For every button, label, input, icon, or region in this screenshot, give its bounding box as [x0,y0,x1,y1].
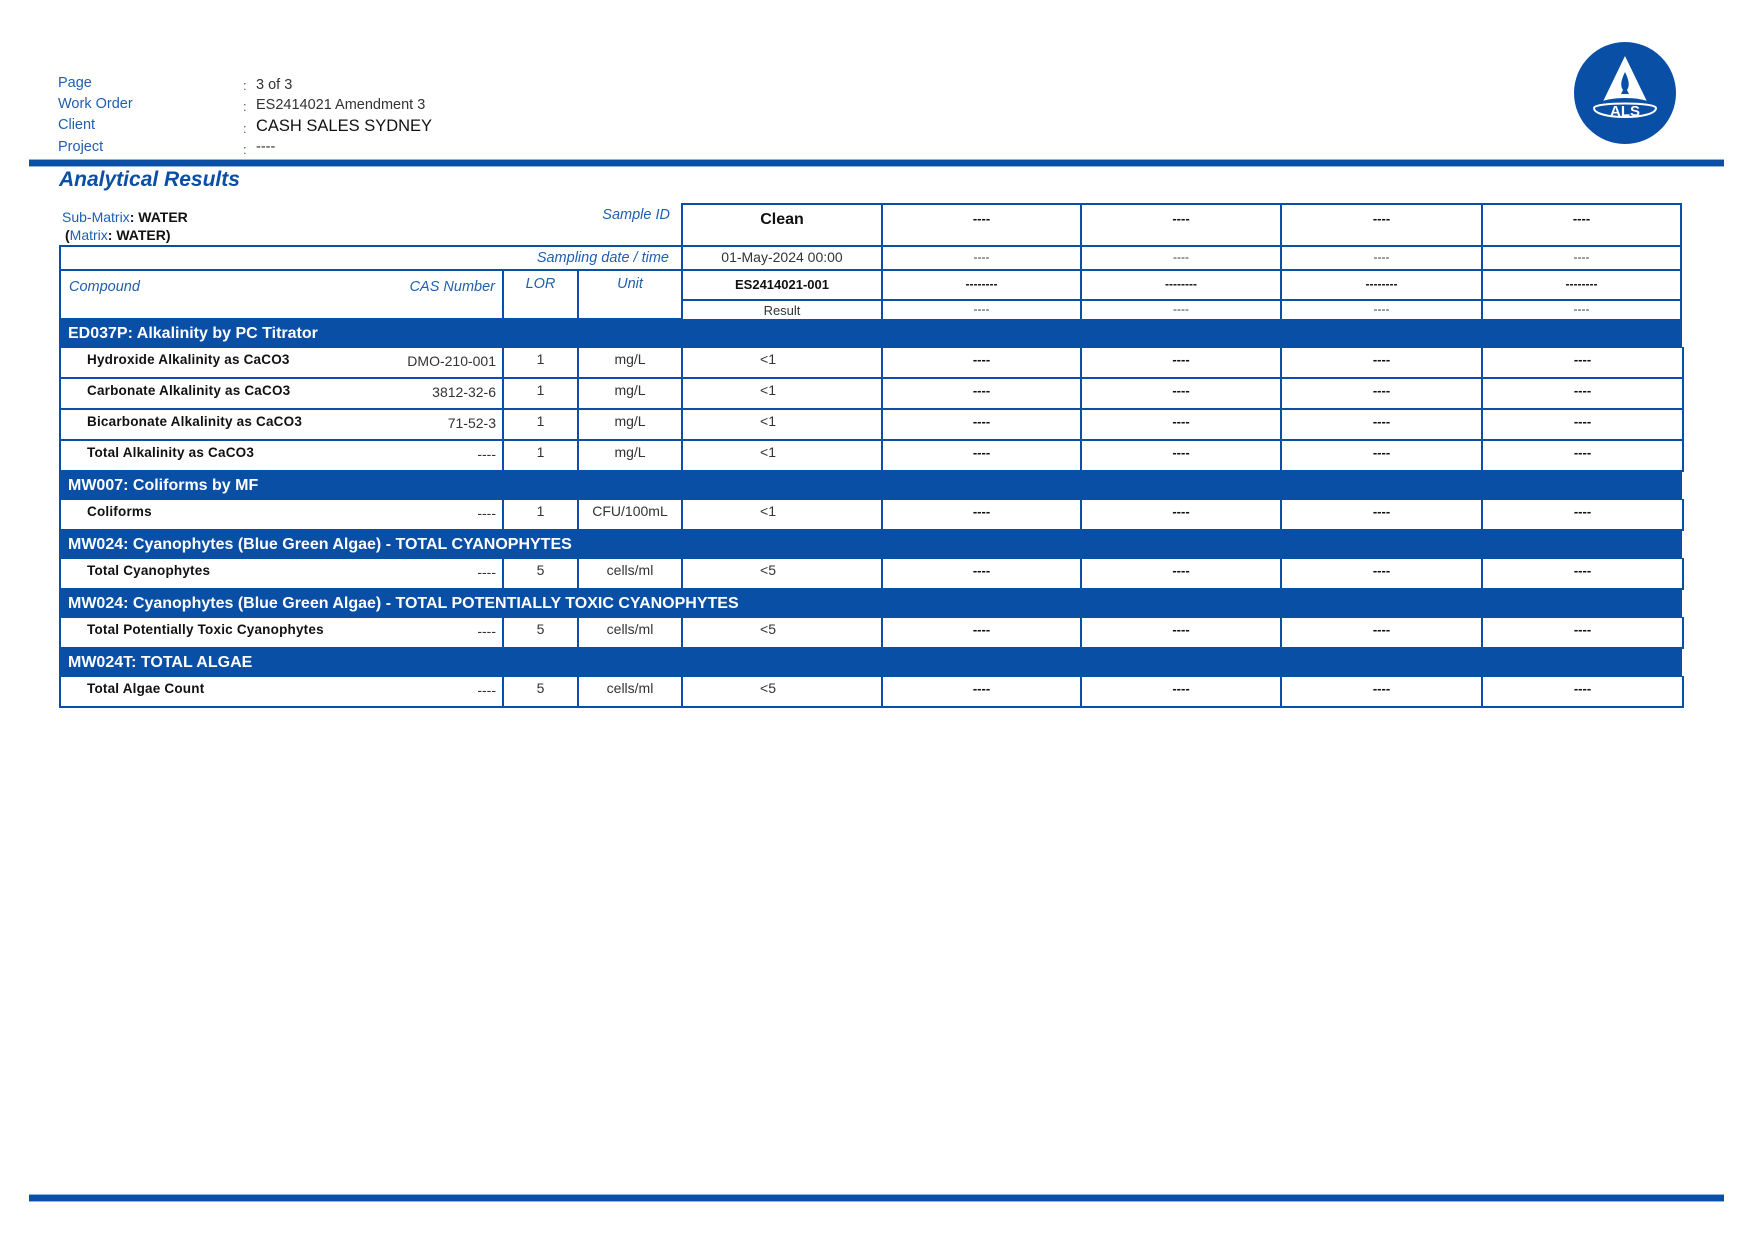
result-value: ---- [1372,445,1391,460]
unit-value: cells/ml [606,562,654,578]
compound-cell [59,378,504,410]
result-cell [681,409,883,441]
lor-cell [502,409,579,441]
result-value: <1 [760,351,776,367]
result-cell [881,409,1082,441]
matrix-label: Matrix [69,227,108,243]
result-cell [1280,440,1483,472]
client-label: Client [58,117,96,133]
result-value: ---- [972,414,991,429]
result-value: ---- [1172,445,1190,460]
unit-value: cells/ml [606,680,654,696]
compound-name: Total Algae Count [87,681,205,696]
compound-name: Total Cyanophytes [87,563,211,578]
compound-cell [59,409,504,441]
result-value: ---- [972,681,991,696]
result-value: ---- [1172,622,1190,637]
result-value: ---- [1573,352,1592,367]
compound-label: Compound [69,279,140,295]
result-value: ---- [1172,681,1190,696]
cas-number: ---- [477,564,496,580]
separator: : [243,99,247,114]
result-cell [681,499,883,531]
separator: : [243,142,247,157]
compound-name: Carbonate Alkalinity as CaCO3 [87,383,291,398]
als-logo-icon [1574,42,1676,144]
result-cell [881,676,1082,708]
result-value: ---- [972,622,991,637]
result-cell [1481,440,1684,472]
lor-cell [502,440,579,472]
compound-name: Coliforms [87,504,152,519]
result-value: <5 [760,680,776,696]
project-label: Project [58,139,104,155]
lor-value: 1 [536,382,545,398]
result-value: ---- [1172,383,1190,398]
lab-id-cell: ES2414021-001 [681,269,883,301]
sample-id-cell: ---- [1080,203,1282,247]
result-cell [1481,499,1684,531]
sample-datetime-cell: ---- [1481,245,1682,271]
sample-id-cell: ---- [881,203,1082,247]
lor-value: 5 [536,621,545,637]
result-value: ---- [1573,383,1592,398]
lor-cell [502,499,579,531]
sample-datetime-cell: ---- [1080,245,1282,271]
result-cell [1481,409,1684,441]
page-label: Page [58,75,92,91]
work-order-value: ES2414021 Amendment 3 [256,97,426,113]
separator: : [243,121,247,136]
result-value: ---- [1573,681,1592,696]
compound-cell [59,440,504,472]
result-value: <5 [760,621,776,637]
sample-datetime-cell: ---- [1280,245,1483,271]
cas-number: 3812-32-6 [432,384,496,400]
sample-id-cell: ---- [1280,203,1483,247]
compound-cell [59,499,504,531]
result-cell [681,378,883,410]
result-value: ---- [972,383,991,398]
result-cell [881,558,1082,590]
footer-divider [29,1195,1724,1201]
result-cell [1280,499,1483,531]
result-value: ---- [1573,445,1592,460]
header-divider [29,160,1724,166]
lor-header [502,269,579,320]
lor-value: 1 [536,503,545,519]
result-cell [681,347,883,379]
sampling-datetime-header [59,245,683,271]
result-cell [1280,347,1483,379]
sample-id-cell: Clean [681,203,883,247]
lor-cell [502,378,579,410]
lor-cell [502,676,579,708]
result-cell [1481,617,1684,649]
unit-header [577,269,683,320]
cas-number: 71-52-3 [447,415,496,431]
sample-datetime-cell: ---- [881,245,1082,271]
matrix-value: WATER [116,227,166,243]
result-value: ---- [1372,563,1391,578]
cas-number-label: CAS Number [409,279,495,295]
compound-name: Hydroxide Alkalinity as CaCO3 [87,352,290,367]
result-cell [1080,440,1282,472]
lor-value: 5 [536,562,545,578]
section-header: MW024T: TOTAL ALGAE [59,649,1682,677]
compound-name: Total Potentially Toxic Cyanophytes [87,622,324,637]
result-value: ---- [1372,352,1391,367]
unit-value: mg/L [614,351,646,367]
compound-header [59,269,504,320]
result-cell [1481,347,1684,379]
result-value: ---- [1573,563,1592,578]
result-value: ---- [972,352,991,367]
cas-number: DMO-210-001 [407,353,496,369]
page-value: 3 of 3 [256,77,293,93]
result-value: <1 [760,503,776,519]
cas-number: ---- [477,623,496,639]
als-logo [1574,42,1676,144]
matrix: (Matrix: WATER) [65,227,171,243]
result-cell [1481,676,1684,708]
result-value: ---- [1172,504,1190,519]
sample-id-cell: ---- [1481,203,1682,247]
work-order-label: Work Order [58,96,133,112]
result-value: ---- [1372,414,1391,429]
result-value: <1 [760,444,776,460]
lor-value: 1 [536,444,545,460]
cas-number: ---- [477,446,496,462]
lor-value: 5 [536,680,545,696]
project-value: ---- [256,139,276,155]
page-title: Analytical Results [59,168,240,191]
lor-cell [502,617,579,649]
result-value: ---- [972,563,991,578]
result-value: ---- [1573,504,1592,519]
sampling-datetime-label: Sampling date / time [536,250,669,266]
result-value: <5 [760,562,776,578]
compound-name: Total Alkalinity as CaCO3 [87,445,255,460]
result-cell [881,347,1082,379]
unit-value: CFU/100mL [592,503,668,519]
result-label-cell: ---- [1481,299,1682,321]
result-value: ---- [1573,414,1592,429]
client-value: CASH SALES SYDNEY [256,117,433,135]
result-cell [1080,676,1282,708]
lab-id-cell: -------- [1080,269,1282,301]
result-cell [881,378,1082,410]
compound-cell [59,558,504,590]
result-value: ---- [1372,504,1391,519]
result-value: ---- [1372,622,1391,637]
result-value: ---- [1172,352,1190,367]
result-cell [1280,676,1483,708]
result-cell [681,617,883,649]
result-cell [1080,558,1282,590]
lab-id-cell: -------- [881,269,1082,301]
sub-matrix: Sub-Matrix: WATER [62,209,188,225]
result-cell [1080,347,1282,379]
compound-cell [59,676,504,708]
unit-value: mg/L [614,413,646,429]
lor-label: LOR [525,276,556,292]
section-header: ED037P: Alkalinity by PC Titrator [59,320,1682,348]
compound-cell [59,347,504,379]
sub-matrix-value: WATER [138,209,188,225]
result-cell [681,676,883,708]
unit-value: mg/L [614,444,646,460]
result-value: ---- [972,445,991,460]
result-cell [1280,617,1483,649]
sample-id-label: Sample ID [602,207,670,223]
lor-cell [502,347,579,379]
sample-datetime-cell: 01-May-2024 00:00 [681,245,883,271]
result-cell [1280,409,1483,441]
result-cell [1080,409,1282,441]
result-cell [1481,558,1684,590]
section-header: MW024: Cyanophytes (Blue Green Algae) - TOTAL CYANOPHYTES [59,531,1682,559]
result-value: <1 [760,382,776,398]
lab-id-cell: -------- [1280,269,1483,301]
svg-text:ALS: ALS [1610,103,1640,120]
result-value: ---- [1372,383,1391,398]
lor-value: 1 [536,413,545,429]
result-cell [1280,378,1483,410]
result-cell [881,440,1082,472]
result-label-cell: Result [681,299,883,321]
result-value: ---- [1172,563,1190,578]
result-cell [1481,378,1684,410]
sub-matrix-label: Sub-Matrix [62,209,130,225]
result-label-cell: ---- [881,299,1082,321]
section-header: MW007: Coliforms by MF [59,472,1682,500]
compound-name: Bicarbonate Alkalinity as CaCO3 [87,414,303,429]
result-cell [1280,558,1483,590]
cas-number: ---- [477,505,496,521]
result-cell [681,558,883,590]
result-cell [1080,499,1282,531]
result-value: ---- [1372,681,1391,696]
separator: : [243,78,247,93]
lor-cell [502,558,579,590]
lab-id-cell: -------- [1481,269,1682,301]
result-value: ---- [1172,414,1190,429]
section-header: MW024: Cyanophytes (Blue Green Algae) - TOTAL POTENTIALLY TOXIC CYANOPHYTES [59,590,1682,618]
result-label-cell: ---- [1280,299,1483,321]
result-cell [881,617,1082,649]
lor-value: 1 [536,351,545,367]
result-cell [681,440,883,472]
unit-value: cells/ml [606,621,654,637]
result-value: <1 [760,413,776,429]
compound-cell [59,617,504,649]
unit-value: mg/L [614,382,646,398]
result-cell [1080,378,1282,410]
cas-number: ---- [477,682,496,698]
result-label-cell: ---- [1080,299,1282,321]
result-value: ---- [1573,622,1592,637]
result-value: ---- [972,504,991,519]
unit-label: Unit [617,276,643,292]
result-cell [881,499,1082,531]
result-cell [1080,617,1282,649]
